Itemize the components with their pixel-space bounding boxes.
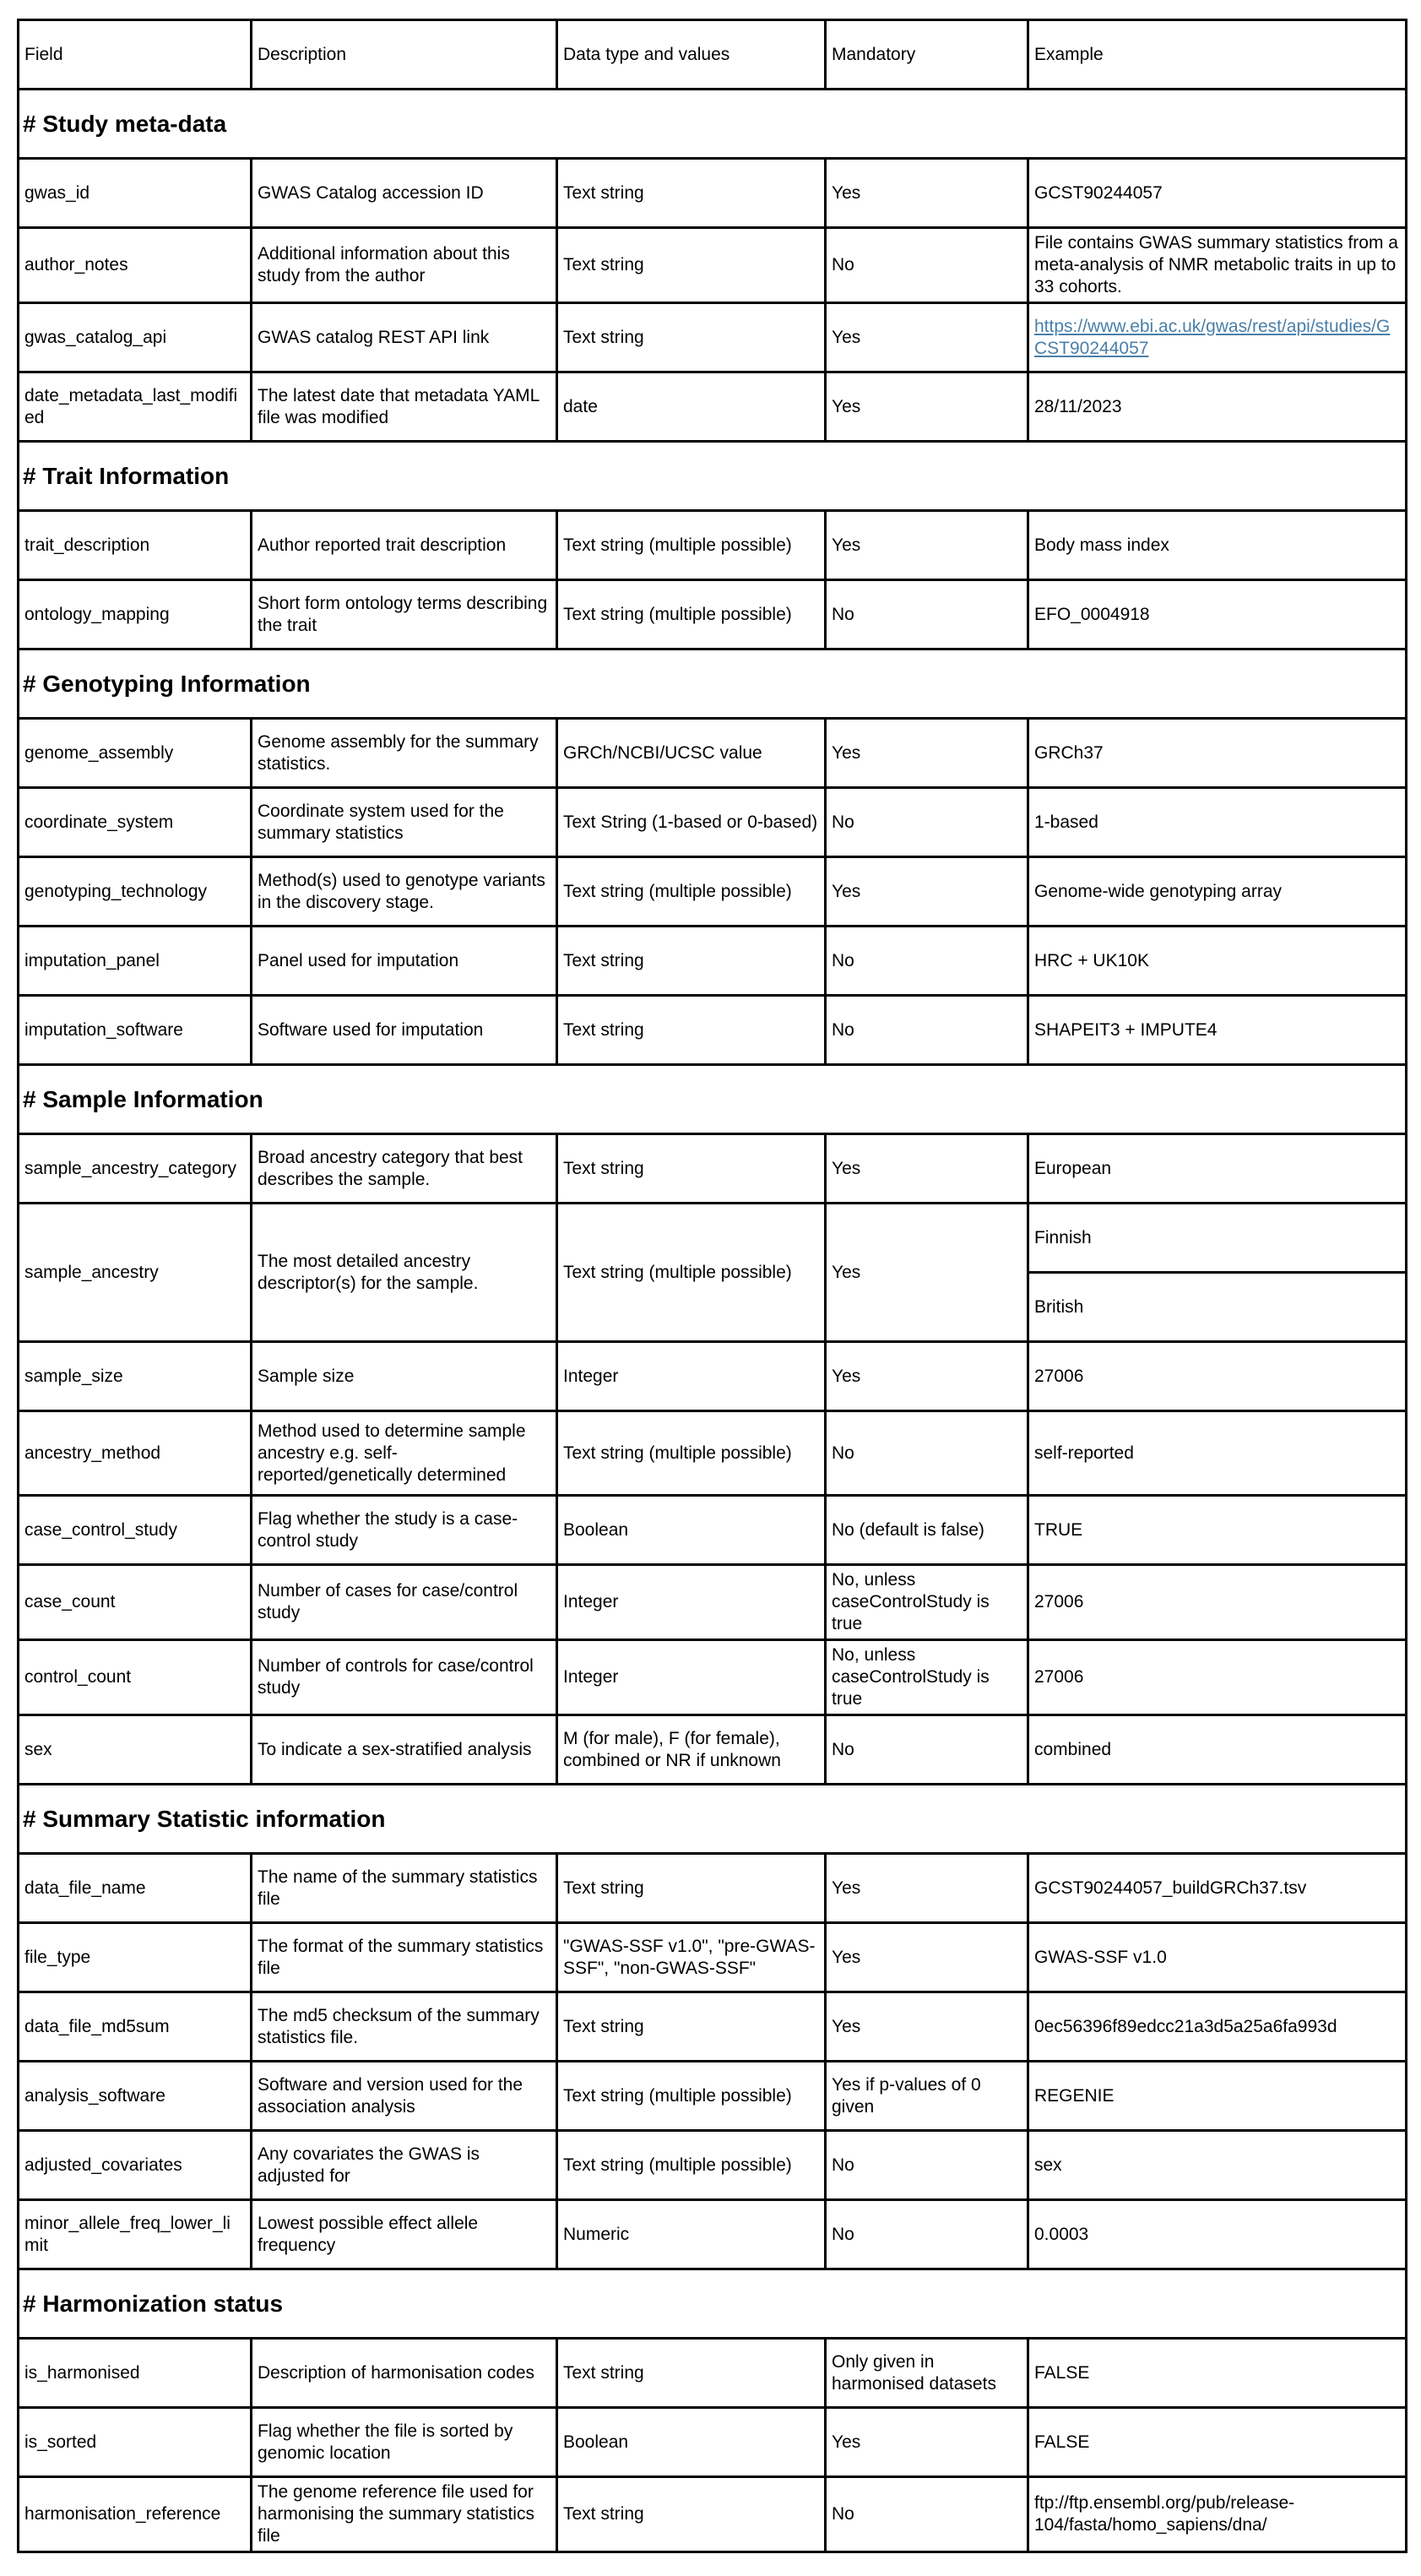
- mandatory-cell: No: [826, 1715, 1028, 1785]
- table-row: [19, 1992, 1407, 2062]
- data-type-cell: Text string (multiple possible): [557, 2131, 826, 2200]
- table-row: [19, 2477, 1407, 2552]
- data-type-cell: Text string: [557, 2477, 826, 2552]
- description-cell: Short form ontology terms describing the trait: [252, 580, 557, 649]
- table-row: [19, 2200, 1407, 2269]
- field-cell: gwas_catalog_api: [19, 303, 252, 372]
- example-cell: FALSE: [1028, 2408, 1407, 2477]
- example-cell: 0.0003: [1028, 2200, 1407, 2269]
- example-cell: 0ec56396f89edcc21a3d5a25a6fa993d: [1028, 1992, 1407, 2062]
- field-cell: sample_ancestry: [19, 1204, 252, 1342]
- header-field: Field: [19, 20, 252, 90]
- data-type-cell: Text string (multiple possible): [557, 1204, 826, 1342]
- mandatory-cell: No: [826, 580, 1028, 649]
- description-cell: Lowest possible effect allele frequency: [252, 2200, 557, 2269]
- example-cell: HRC + UK10K: [1028, 927, 1407, 996]
- example-cell: 27006: [1028, 1565, 1407, 1640]
- section-row: [19, 1065, 1407, 1134]
- field-cell: data_file_md5sum: [19, 1992, 252, 2062]
- data-type-cell: Text string (multiple possible): [557, 2062, 826, 2131]
- mandatory-cell: Yes: [826, 1923, 1028, 1992]
- example-cell: GCST90244057: [1028, 159, 1407, 228]
- mandatory-cell: Yes: [826, 1342, 1028, 1411]
- field-cell: minor_allele_freq_lower_limit: [19, 2200, 252, 2269]
- table-row: [19, 2062, 1407, 2131]
- table-row: [19, 788, 1407, 857]
- data-type-cell: Boolean: [557, 2408, 826, 2477]
- mandatory-cell: Yes: [826, 1992, 1028, 2062]
- mandatory-cell: Yes if p-values of 0 given: [826, 2062, 1028, 2131]
- description-cell: Software used for imputation: [252, 996, 557, 1065]
- header-example: Example: [1028, 20, 1407, 90]
- description-cell: To indicate a sex-stratified analysis: [252, 1715, 557, 1785]
- table-row: [19, 927, 1407, 996]
- example-cell: British: [1028, 1273, 1407, 1342]
- api-link[interactable]: https://www.ebi.ac.uk/gwas/rest/api/studies/GCST90244057: [1034, 316, 1391, 358]
- section-row: [19, 2269, 1407, 2339]
- example-cell: Finnish: [1028, 1204, 1407, 1273]
- mandatory-cell: No: [826, 927, 1028, 996]
- field-cell: data_file_name: [19, 1854, 252, 1923]
- field-cell: imputation_software: [19, 996, 252, 1065]
- header-description: Description: [252, 20, 557, 90]
- mandatory-cell: No, unless caseControlStudy is true: [826, 1640, 1028, 1715]
- table-row: [19, 857, 1407, 927]
- table-row: [19, 719, 1407, 788]
- description-cell: Author reported trait description: [252, 511, 557, 580]
- field-cell: case_count: [19, 1565, 252, 1640]
- example-cell: 28/11/2023: [1028, 372, 1407, 442]
- example-cell: ftp://ftp.ensembl.org/pub/release-104/fasta/homo_sapiens/dna/: [1028, 2477, 1407, 2552]
- table-row: [19, 996, 1407, 1065]
- description-cell: The name of the summary statistics file: [252, 1854, 557, 1923]
- field-cell: sex: [19, 1715, 252, 1785]
- example-cell: self-reported: [1028, 1411, 1407, 1496]
- field-cell: ontology_mapping: [19, 580, 252, 649]
- header-row: [19, 20, 1407, 90]
- field-cell: analysis_software: [19, 2062, 252, 2131]
- description-cell: The format of the summary statistics file: [252, 1923, 557, 1992]
- data-type-cell: Integer: [557, 1640, 826, 1715]
- description-cell: Flag whether the file is sorted by genomic location: [252, 2408, 557, 2477]
- description-cell: Flag whether the study is a case-control study: [252, 1496, 557, 1565]
- description-cell: Coordinate system used for the summary statistics: [252, 788, 557, 857]
- field-cell: genotyping_technology: [19, 857, 252, 927]
- header-data-type: Data type and values: [557, 20, 826, 90]
- table-row: [19, 1923, 1407, 1992]
- description-cell: Panel used for imputation: [252, 927, 557, 996]
- data-type-cell: Text string: [557, 2339, 826, 2408]
- field-cell: control_count: [19, 1640, 252, 1715]
- section-title: # Study meta-data: [19, 90, 1407, 159]
- description-cell: GWAS catalog REST API link: [252, 303, 557, 372]
- mandatory-cell: Yes: [826, 511, 1028, 580]
- example-cell: combined: [1028, 1715, 1407, 1785]
- table-row: [19, 1342, 1407, 1411]
- example-cell: GWAS-SSF v1.0: [1028, 1923, 1407, 1992]
- section-row: [19, 1785, 1407, 1854]
- field-cell: ancestry_method: [19, 1411, 252, 1496]
- data-type-cell: GRCh/NCBI/UCSC value: [557, 719, 826, 788]
- table-row: [19, 228, 1407, 303]
- field-cell: date_metadata_last_modified: [19, 372, 252, 442]
- field-cell: genome_assembly: [19, 719, 252, 788]
- data-type-cell: "GWAS-SSF v1.0", "pre-GWAS-SSF", "non-GWAS-SSF": [557, 1923, 826, 1992]
- table-row: [19, 1715, 1407, 1785]
- description-cell: Genome assembly for the summary statistics.: [252, 719, 557, 788]
- mandatory-cell: Yes: [826, 1204, 1028, 1342]
- data-type-cell: Text string: [557, 1854, 826, 1923]
- mandatory-cell: No: [826, 996, 1028, 1065]
- mandatory-cell: No: [826, 1411, 1028, 1496]
- table-row: [19, 2408, 1407, 2477]
- mandatory-cell: Yes: [826, 303, 1028, 372]
- table-row: [19, 1854, 1407, 1923]
- data-type-cell: Text string: [557, 159, 826, 228]
- mandatory-cell: No: [826, 788, 1028, 857]
- example-cell: Genome-wide genotyping array: [1028, 857, 1407, 927]
- description-cell: Method(s) used to genotype variants in the discovery stage.: [252, 857, 557, 927]
- mandatory-cell: No, unless caseControlStudy is true: [826, 1565, 1028, 1640]
- data-type-cell: M (for male), F (for female), combined or NR if unknown: [557, 1715, 826, 1785]
- example-cell: EFO_0004918: [1028, 580, 1407, 649]
- example-cell: sex: [1028, 2131, 1407, 2200]
- field-cell: is_sorted: [19, 2408, 252, 2477]
- description-cell: Software and version used for the association analysis: [252, 2062, 557, 2131]
- table-row: [19, 2339, 1407, 2408]
- description-cell: The most detailed ancestry descriptor(s) for the sample.: [252, 1204, 557, 1342]
- field-cell: trait_description: [19, 511, 252, 580]
- data-type-cell: Text string (multiple possible): [557, 511, 826, 580]
- data-type-cell: Text string (multiple possible): [557, 857, 826, 927]
- table-row: [19, 372, 1407, 442]
- header-mandatory: Mandatory: [826, 20, 1028, 90]
- data-type-cell: Boolean: [557, 1496, 826, 1565]
- table-row: [19, 511, 1407, 580]
- data-type-cell: Text String (1-based or 0-based): [557, 788, 826, 857]
- field-cell: file_type: [19, 1923, 252, 1992]
- table-row: [19, 159, 1407, 228]
- mandatory-cell: Yes: [826, 2408, 1028, 2477]
- field-cell: gwas_id: [19, 159, 252, 228]
- description-cell: GWAS Catalog accession ID: [252, 159, 557, 228]
- example-cell: GCST90244057_buildGRCh37.tsv: [1028, 1854, 1407, 1923]
- field-cell: sample_size: [19, 1342, 252, 1411]
- section-row: [19, 442, 1407, 511]
- mandatory-cell: No: [826, 2131, 1028, 2200]
- section-title: # Summary Statistic information: [19, 1785, 1407, 1854]
- table-row: [19, 2131, 1407, 2200]
- mandatory-cell: Yes: [826, 1854, 1028, 1923]
- example-cell: REGENIE: [1028, 2062, 1407, 2131]
- metadata-table: [17, 19, 1407, 2553]
- example-cell: 27006: [1028, 1342, 1407, 1411]
- data-type-cell: Text string: [557, 1134, 826, 1204]
- section-title: # Trait Information: [19, 442, 1407, 511]
- mandatory-cell: Yes: [826, 159, 1028, 228]
- mandatory-cell: Yes: [826, 1134, 1028, 1204]
- table-row: [19, 303, 1407, 372]
- section-title: # Sample Information: [19, 1065, 1407, 1134]
- description-cell: Broad ancestry category that best describes the sample.: [252, 1134, 557, 1204]
- data-type-cell: Text string: [557, 228, 826, 303]
- example-cell: File contains GWAS summary statistics from a meta-analysis of NMR metabolic traits in up to 33 cohorts.: [1028, 228, 1407, 303]
- section-title: # Harmonization status: [19, 2269, 1407, 2339]
- data-type-cell: Text string: [557, 1992, 826, 2062]
- example-cell: TRUE: [1028, 1496, 1407, 1565]
- data-type-cell: Text string: [557, 927, 826, 996]
- mandatory-cell: Yes: [826, 857, 1028, 927]
- mandatory-cell: Only given in harmonised datasets: [826, 2339, 1028, 2408]
- example-cell: European: [1028, 1134, 1407, 1204]
- mandatory-cell: No (default is false): [826, 1496, 1028, 1565]
- section-row: [19, 90, 1407, 159]
- table-row: [19, 1565, 1407, 1640]
- description-cell: Description of harmonisation codes: [252, 2339, 557, 2408]
- example-cell: Body mass index: [1028, 511, 1407, 580]
- data-type-cell: Text string: [557, 996, 826, 1065]
- data-type-cell: date: [557, 372, 826, 442]
- field-cell: is_harmonised: [19, 2339, 252, 2408]
- mandatory-cell: Yes: [826, 372, 1028, 442]
- data-type-cell: Text string: [557, 303, 826, 372]
- example-cell: FALSE: [1028, 2339, 1407, 2408]
- example-cell: [1028, 303, 1407, 372]
- description-cell: Any covariates the GWAS is adjusted for: [252, 2131, 557, 2200]
- example-cell: 27006: [1028, 1640, 1407, 1715]
- mandatory-cell: No: [826, 2477, 1028, 2552]
- table-row: [19, 1496, 1407, 1565]
- description-cell: Additional information about this study from the author: [252, 228, 557, 303]
- data-type-cell: Numeric: [557, 2200, 826, 2269]
- description-cell: Sample size: [252, 1342, 557, 1411]
- description-cell: Method used to determine sample ancestry e.g. self-reported/genetically determined: [252, 1411, 557, 1496]
- data-type-cell: Integer: [557, 1342, 826, 1411]
- description-cell: Number of controls for case/control study: [252, 1640, 557, 1715]
- field-cell: harmonisation_reference: [19, 2477, 252, 2552]
- field-cell: case_control_study: [19, 1496, 252, 1565]
- data-type-cell: Text string (multiple possible): [557, 580, 826, 649]
- description-cell: The latest date that metadata YAML file was modified: [252, 372, 557, 442]
- example-cell: GRCh37: [1028, 719, 1407, 788]
- mandatory-cell: No: [826, 228, 1028, 303]
- section-row: [19, 649, 1407, 719]
- description-cell: The genome reference file used for harmonising the summary statistics file: [252, 2477, 557, 2552]
- field-cell: author_notes: [19, 228, 252, 303]
- data-type-cell: Text string (multiple possible): [557, 1411, 826, 1496]
- description-cell: The md5 checksum of the summary statistics file.: [252, 1992, 557, 2062]
- example-cell: 1-based: [1028, 788, 1407, 857]
- mandatory-cell: No: [826, 2200, 1028, 2269]
- field-cell: adjusted_covariates: [19, 2131, 252, 2200]
- mandatory-cell: Yes: [826, 719, 1028, 788]
- table-row: [19, 1134, 1407, 1204]
- table-row: [19, 580, 1407, 649]
- data-type-cell: Integer: [557, 1565, 826, 1640]
- table-row: [19, 1640, 1407, 1715]
- section-title: # Genotyping Information: [19, 649, 1407, 719]
- field-cell: sample_ancestry_category: [19, 1134, 252, 1204]
- example-cell: SHAPEIT3 + IMPUTE4: [1028, 996, 1407, 1065]
- field-cell: imputation_panel: [19, 927, 252, 996]
- description-cell: Number of cases for case/control study: [252, 1565, 557, 1640]
- table-row: [19, 1411, 1407, 1496]
- table-row: [19, 1204, 1407, 1273]
- field-cell: coordinate_system: [19, 788, 252, 857]
